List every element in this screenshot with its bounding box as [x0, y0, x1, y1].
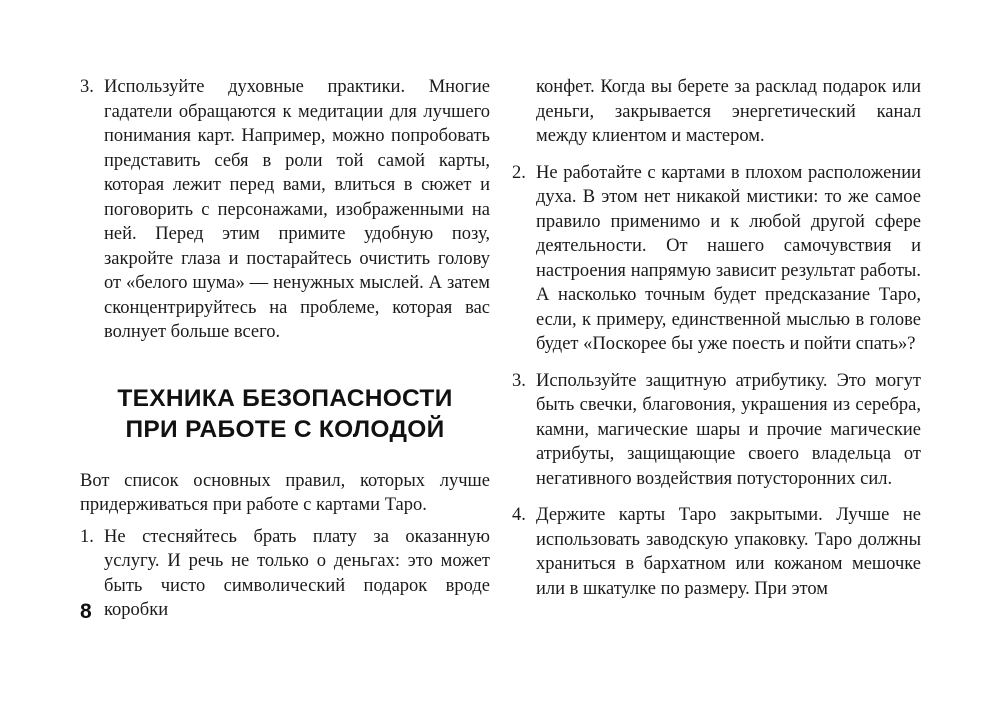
list-item-3-meditation: [80, 75, 490, 345]
list-number: 3.: [80, 77, 94, 97]
section-heading: [80, 383, 490, 445]
list-number: 2.: [512, 162, 526, 183]
heading-line-2: ПРИ РАБОТЕ С КОЛОДОЙ: [125, 415, 445, 443]
intro-paragraph: Вот список основных правил, которых лучше придерживаться при работе с картами Таро.: [80, 470, 490, 515]
list-number: 1.: [80, 526, 94, 547]
list-item-1-payment: [80, 525, 490, 623]
left-column: [80, 75, 490, 623]
list-text: конфет. Когда вы берете за расклад подарок или деньги, закрывается энергетический канал между клиентом и мастером.: [536, 77, 921, 146]
list-item-4-storage: [512, 503, 921, 601]
list-item-1-continuation: [512, 75, 921, 149]
list-number: 4.: [512, 505, 526, 525]
list-item-3-protection: [512, 369, 921, 492]
list-item-2-mood: [512, 161, 921, 357]
list-text: Держите карты Таро закрытыми. Лучше не использовать заводскую упаковку. Таро должны храниться в бархатном или кожаном мешочке или в шкатулке по размеру. При этом: [536, 505, 921, 599]
right-column: [512, 75, 921, 601]
heading-line-1: ТЕХНИКА БЕЗОПАСНОСТИ: [117, 384, 453, 412]
page-number: 8: [80, 600, 92, 623]
list-number: 3.: [512, 370, 526, 391]
list-text: Используйте духовные практики. Многие гадатели обращаются к медитации для лучшего понимания карт. Например, можно попробовать представить себя в роли той самой карты, которая лежит перед вами, влиться в сюжет и поговорить с персонажами, изображенными на ней. Перед этим примите удобную позу, закройте глаза и постарайтесь очистить голову от «белого шума» — ненужных мыслей. А затем сконцентрируйтесь на проблеме, которая вас волнует больше всего.: [104, 77, 490, 342]
list-text: Не работайте с картами в плохом расположении духа. В этом нет никакой мистики: то же самое правило применимо и к любой другой сфере деятельности. От нашего самочувствия и настроения напрямую зависит результат работы. А насколько точным будет предсказание Таро, если, к примеру, единственной мыслью в голове будет «Поскорее бы уже поесть и пойти спать»?: [536, 162, 921, 354]
list-text: Используйте защитную атрибутику. Это могут быть свечки, благовония, украшения из серебра, камни, магические шары и прочие магические атрибуты, защищающие своего владельца от негативного воздействия потусторонних сил.: [536, 370, 921, 489]
list-text: Не стесняйтесь брать плату за оказанную услугу. И речь не только о деньгах: это может быть чисто символический подарок вроде коробки: [104, 526, 490, 620]
